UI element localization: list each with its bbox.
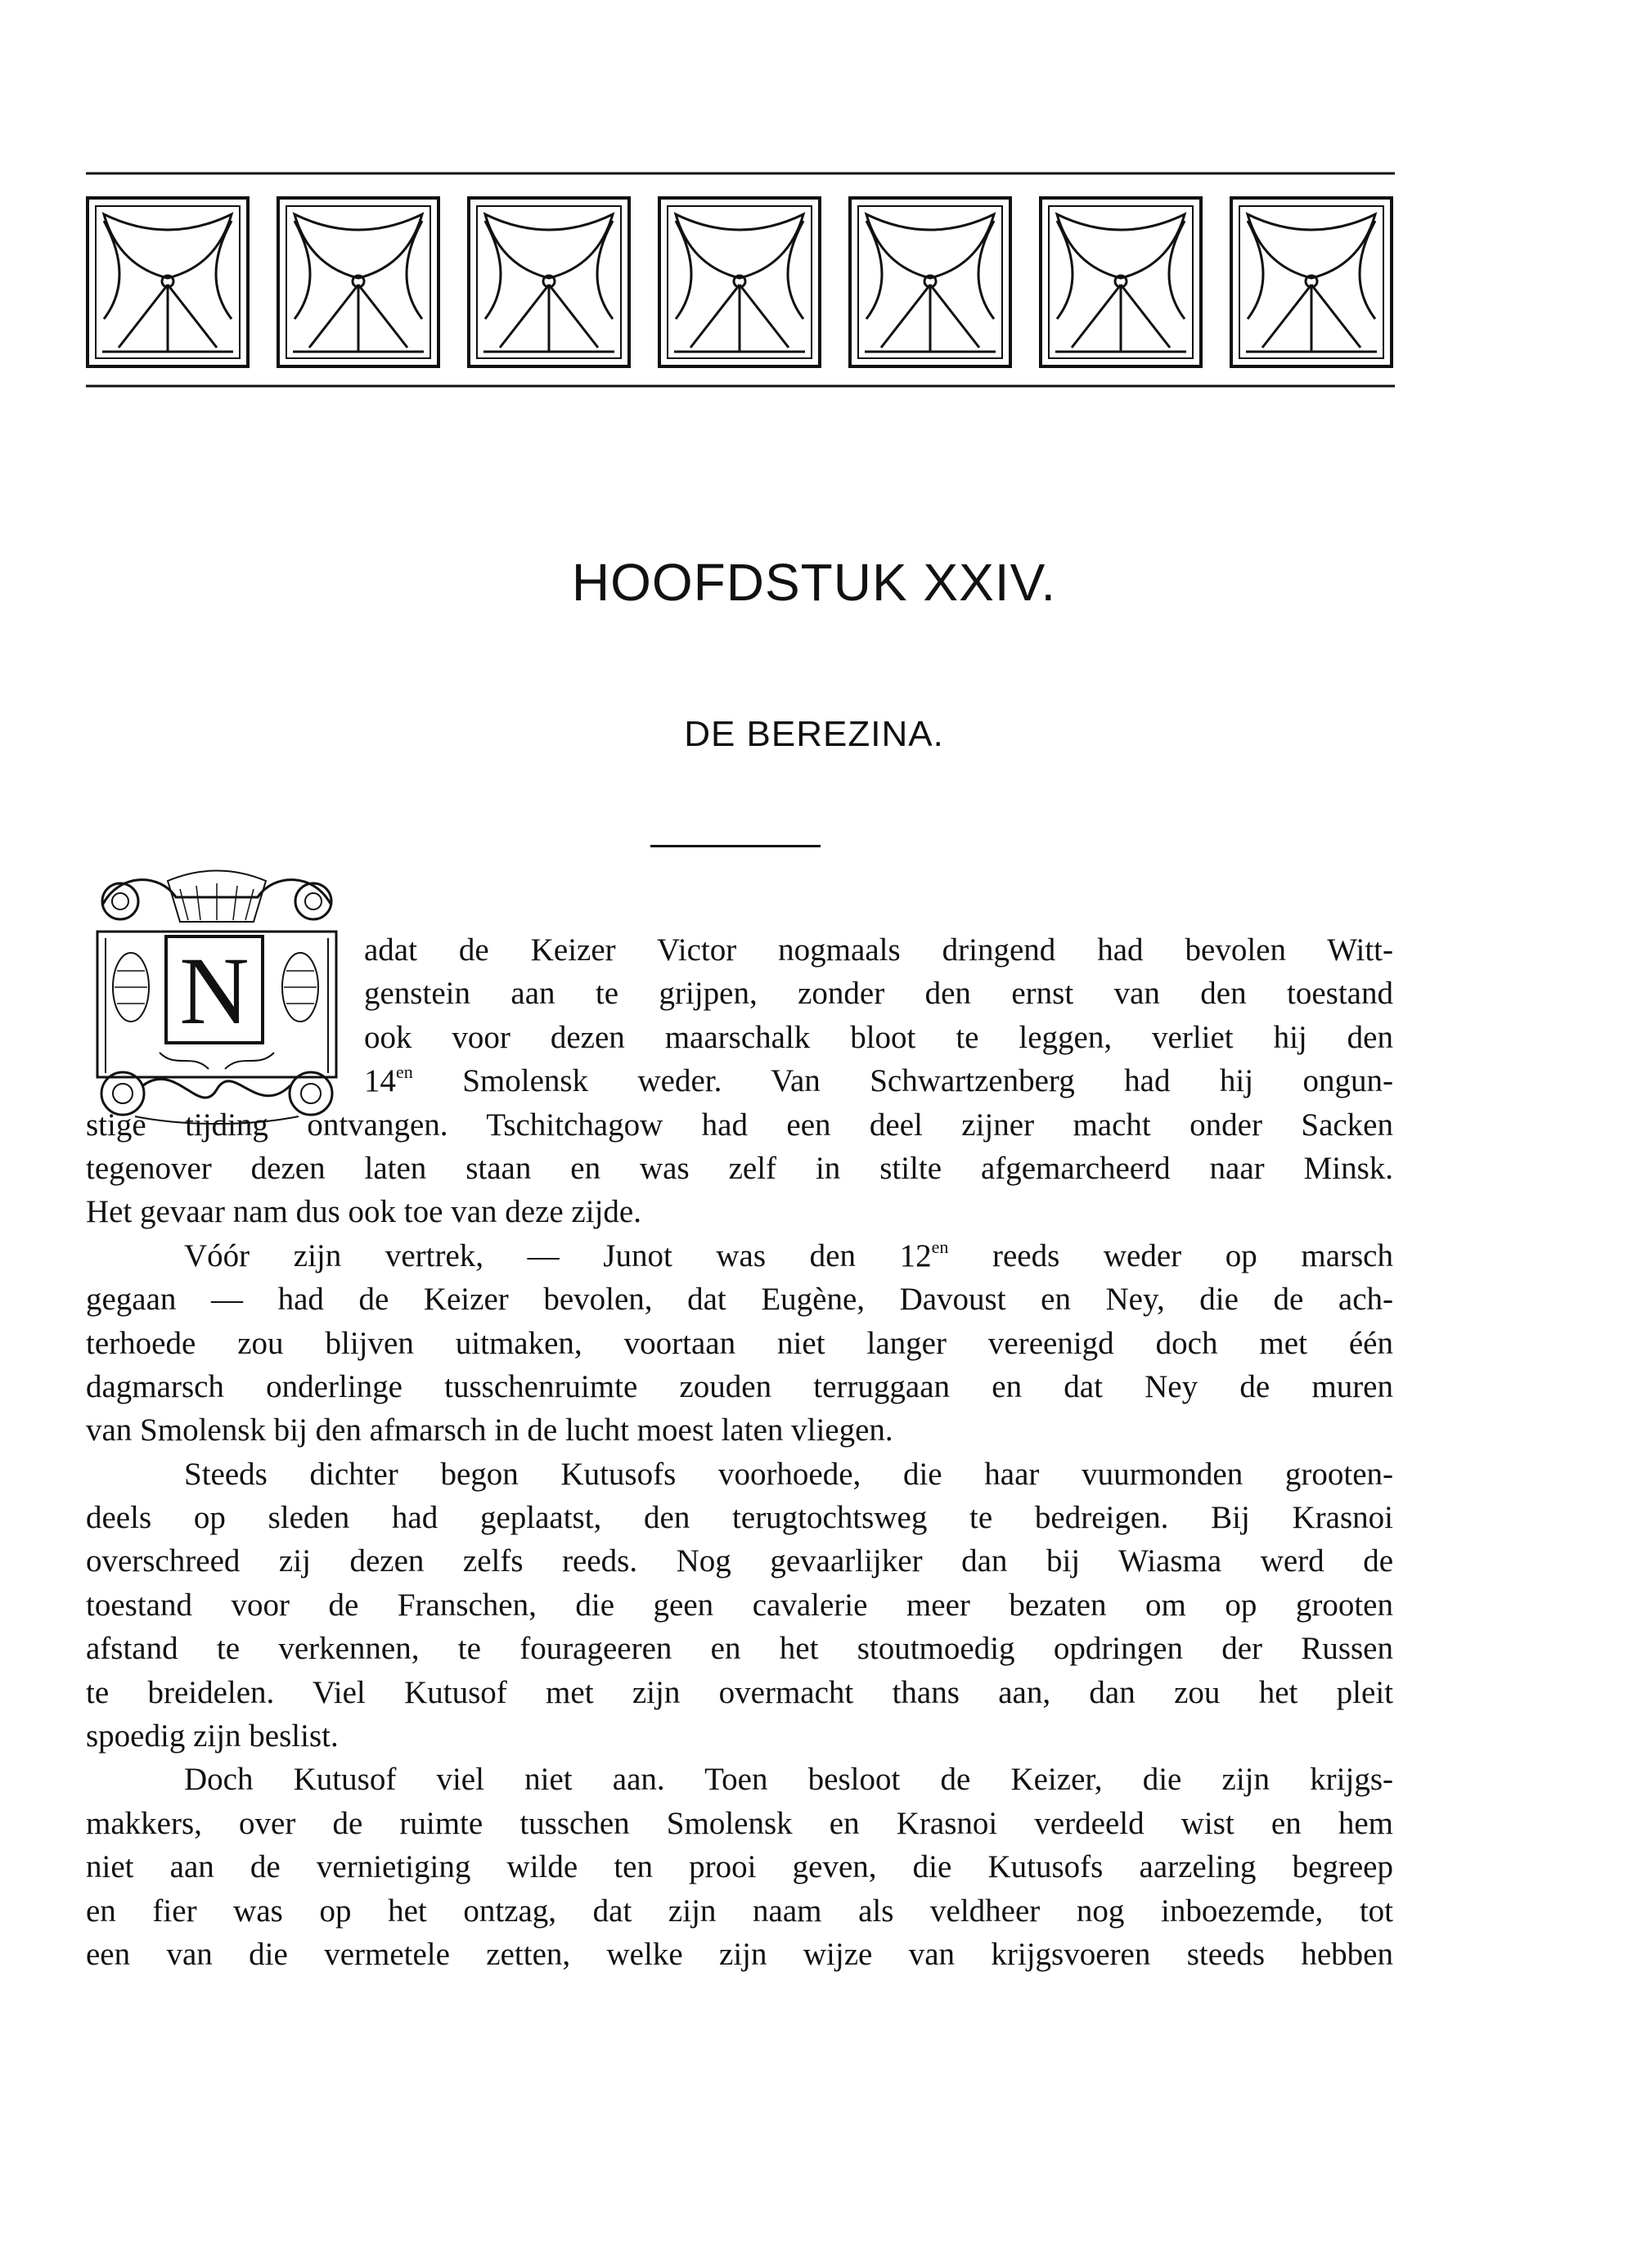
text-line: dagmarsch onderlinge tusschenruimte zouden terruggaan en dat Ney de muren <box>86 1368 1393 1404</box>
ornamental-header-band <box>86 172 1395 393</box>
text-line: toestand voor de Franschen, die geen cavalerie meer bezaten om op grooten <box>86 1587 1393 1623</box>
text-line: Doch Kutusof viel niet aan. Toen besloot de Keizer, die zijn krijgs- <box>184 1762 1393 1798</box>
text-line: afstand te verkennen, te fourageeren en het stoutmoedig opdringen der Russen <box>86 1631 1393 1667</box>
text-line: te breidelen. Viel Kutusof met zijn overmacht thans aan, dan zou het pleit <box>86 1674 1393 1710</box>
text-line: Het gevaar nam dus ook toe van deze zijde. <box>86 1194 641 1230</box>
clover-knot-icon <box>1231 198 1392 366</box>
text-line: en fier was op het ontzag, dat zijn naam als veldheer nog inboezemde, tot <box>86 1893 1393 1929</box>
text-line: spoedig zijn beslist. <box>86 1718 339 1754</box>
text-line: niet aan de vernietiging wilde ten prooi geven, die Kutusofs aarzeling begreep <box>86 1849 1393 1885</box>
clover-knot-icon <box>278 198 438 366</box>
chapter-subtitle: DE BEREZINA. <box>684 714 944 754</box>
drop-cap-letter: N <box>179 937 250 1044</box>
clover-knot-icon <box>659 198 820 366</box>
text-line: Steeds dichter begon Kutusofs voorhoede, die haar vuurmonden grooten- <box>184 1456 1393 1492</box>
text-line: tegenover dezen laten staan en was zelf in stilte afgemarcheerd naar Minsk. <box>86 1150 1393 1186</box>
body-text <box>86 928 1393 1976</box>
text-line: een van die vermetele zetten, welke zijn wijze van krijgsvoeren steeds hebben <box>86 1936 1393 1972</box>
clover-knot-icon <box>88 198 248 366</box>
text-line: van Smolensk bij den afmarsch in de lucht moest laten vliegen. <box>86 1412 893 1448</box>
clover-knot-icon <box>469 198 629 366</box>
text-line: makkers, over de ruimte tusschen Smolensk en Krasnoi verdeeld wist en hem <box>86 1805 1393 1841</box>
text-line: terhoede zou blijven uitmaken, voortaan niet langer vereenigd doch met één <box>86 1325 1393 1361</box>
title-divider-rule <box>650 845 821 847</box>
text-line: ook voor dezen maarschalk bloot te leggen, verliet hij den <box>364 1019 1393 1055</box>
text-line: overschreed zij dezen zelfs reeds. Nog gevaarlijker dan bij Wiasma werd de <box>86 1543 1393 1579</box>
clover-knot-icon <box>850 198 1010 366</box>
chapter-title: HOOFDSTUK XXIV. <box>571 553 1057 612</box>
text-line: deels op sleden had geplaatst, den terugtochtsweg te bedreigen. Bij Krasnoi <box>86 1500 1393 1536</box>
text-line: adat de Keizer Victor nogmaals dringend had bevolen Witt- <box>364 932 1393 968</box>
text-line: Vóór zijn vertrek, — Junot was den $12^{en}$ reeds weder op marsch <box>184 1236 1393 1273</box>
text-line: $14^{en}$ Smolensk weder. Van Schwartzenberg had hij ongun- <box>364 1062 1393 1099</box>
text-line: genstein aan te grijpen, zonder den ernst van den toestand <box>364 976 1393 1012</box>
text-line: stige tijding ontvangen. Tschitchagow had een deel zijner macht onder Sacken <box>86 1107 1393 1143</box>
clover-knot-icon <box>1041 198 1201 366</box>
text-line: gegaan — had de Keizer bevolen, dat Eugène, Davoust en Ney, die de ach- <box>86 1282 1393 1318</box>
